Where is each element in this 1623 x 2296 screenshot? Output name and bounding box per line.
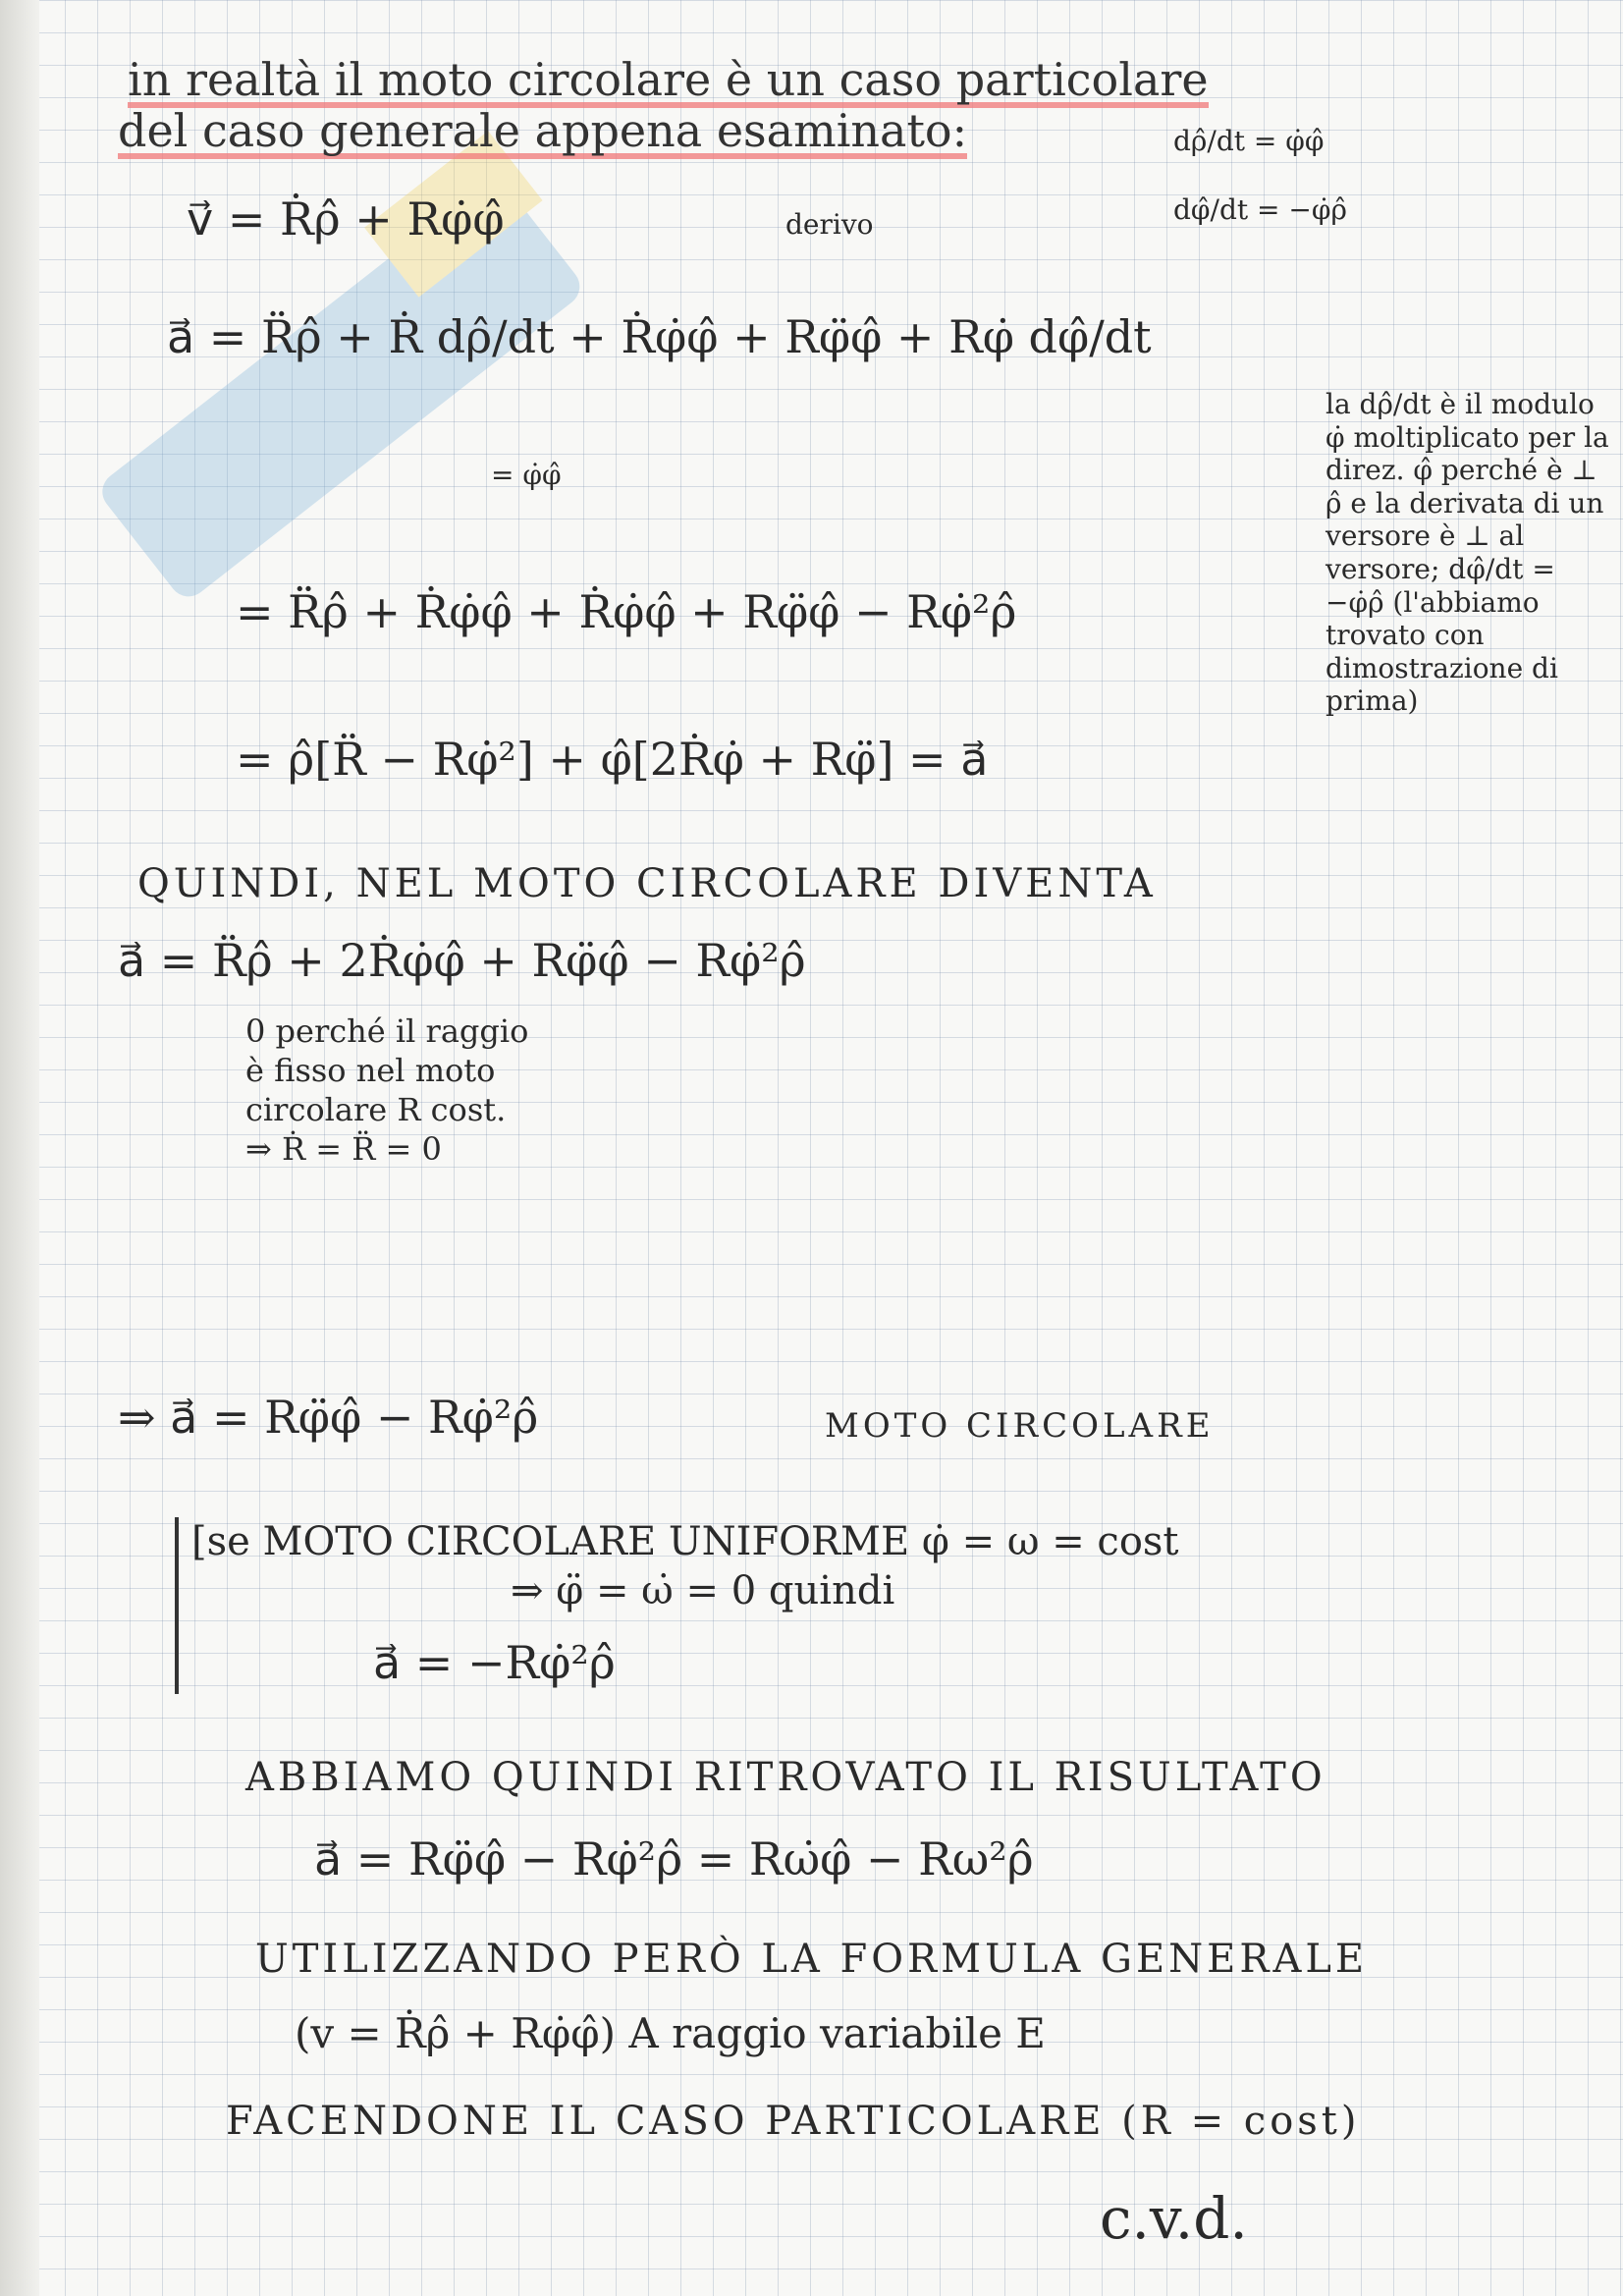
circular-result: ⇒ a⃗ = Rφ̈φ̂ − Rφ̇²ρ̂ <box>118 1391 539 1444</box>
facendone-line: FACENDONE IL CASO PARTICOLARE (R = cost) <box>226 2099 1361 2144</box>
derivo-label: derivo <box>785 208 874 241</box>
cvd-label: c.v.d. <box>1100 2185 1248 2252</box>
radius-note: 0 perché il raggio è fisso nel moto circolare R cost. ⇒ Ṙ = R̈ = 0 <box>245 1012 529 1168</box>
final-result: a⃗ = Rφ̈φ̂ − Rφ̇²ρ̂ = Rω̇φ̂ − Rω²ρ̂ <box>314 1832 1034 1886</box>
margin-note: la dρ̂/dt è il modulo φ̇ moltiplicato per la direz. φ̂ perché è ⊥ ρ̂ e la derivata di un versore è ⊥ al versore; dφ̂/dt = −φ̇ρ̂ (l'abbiamo trovato con dimostrazione di prima) <box>1325 388 1609 718</box>
acceleration-eq-1: a⃗ = R̈ρ̂ + Ṙ dρ̂/dt + Ṙφ̇φ̂ + Rφ̈φ̂ + Rφ̇ dφ̂/dt <box>167 310 1152 363</box>
uniform-line-2: ⇒ φ̈ = ω̇ = 0 quindi <box>511 1568 895 1613</box>
formula-line: (v = Ṙρ̂ + Rφ̇φ̂) A raggio variabile E <box>295 2009 1046 2057</box>
under-note: = φ̇φ̂ <box>491 459 562 491</box>
uniform-line-3: a⃗ = −Rφ̇²ρ̂ <box>373 1636 616 1689</box>
derivative-phi: dφ̂/dt = −φ̇ρ̂ <box>1173 193 1347 226</box>
derivative-rho: dρ̂/dt = φ̇φ̂ <box>1173 125 1325 157</box>
quindi-heading: QUINDI, NEL MOTO CIRCOLARE DIVENTA <box>137 861 1157 906</box>
intro-line-1: in realtà il moto circolare è un caso particolare <box>128 53 1209 106</box>
page-edge <box>0 0 39 2296</box>
acceleration-eq-2: = R̈ρ̂ + Ṙφ̇φ̂ + Ṙφ̇φ̂ + Rφ̈φ̂ − Rφ̇²ρ̂ <box>236 585 1017 638</box>
acceleration-eq-4: a⃗ = R̈ρ̂ + 2Ṙφ̇φ̂ + Rφ̈φ̂ − Rφ̇²ρ̂ <box>118 934 806 987</box>
uniform-line-1: [se MOTO CIRCOLARE UNIFORME φ̇ = ω = cost <box>191 1519 1179 1564</box>
acceleration-eq-3: = ρ̂[R̈ − Rφ̇²] + φ̂[2Ṙφ̇ + Rφ̈] = a⃗ <box>236 733 989 786</box>
velocity-equation: v⃗ = Ṙρ̂ + Rφ̇φ̂ <box>187 192 505 246</box>
intro-line-2: del caso generale appena esaminato: <box>118 104 968 157</box>
utilizzando-line: UTILIZZANDO PERÒ LA FORMULA GENERALE <box>255 1937 1369 1982</box>
moto-circolare-label: MOTO CIRCOLARE <box>825 1406 1215 1446</box>
abbiamo-line: ABBIAMO QUINDI RITROVATO IL RISULTATO <box>245 1755 1326 1800</box>
